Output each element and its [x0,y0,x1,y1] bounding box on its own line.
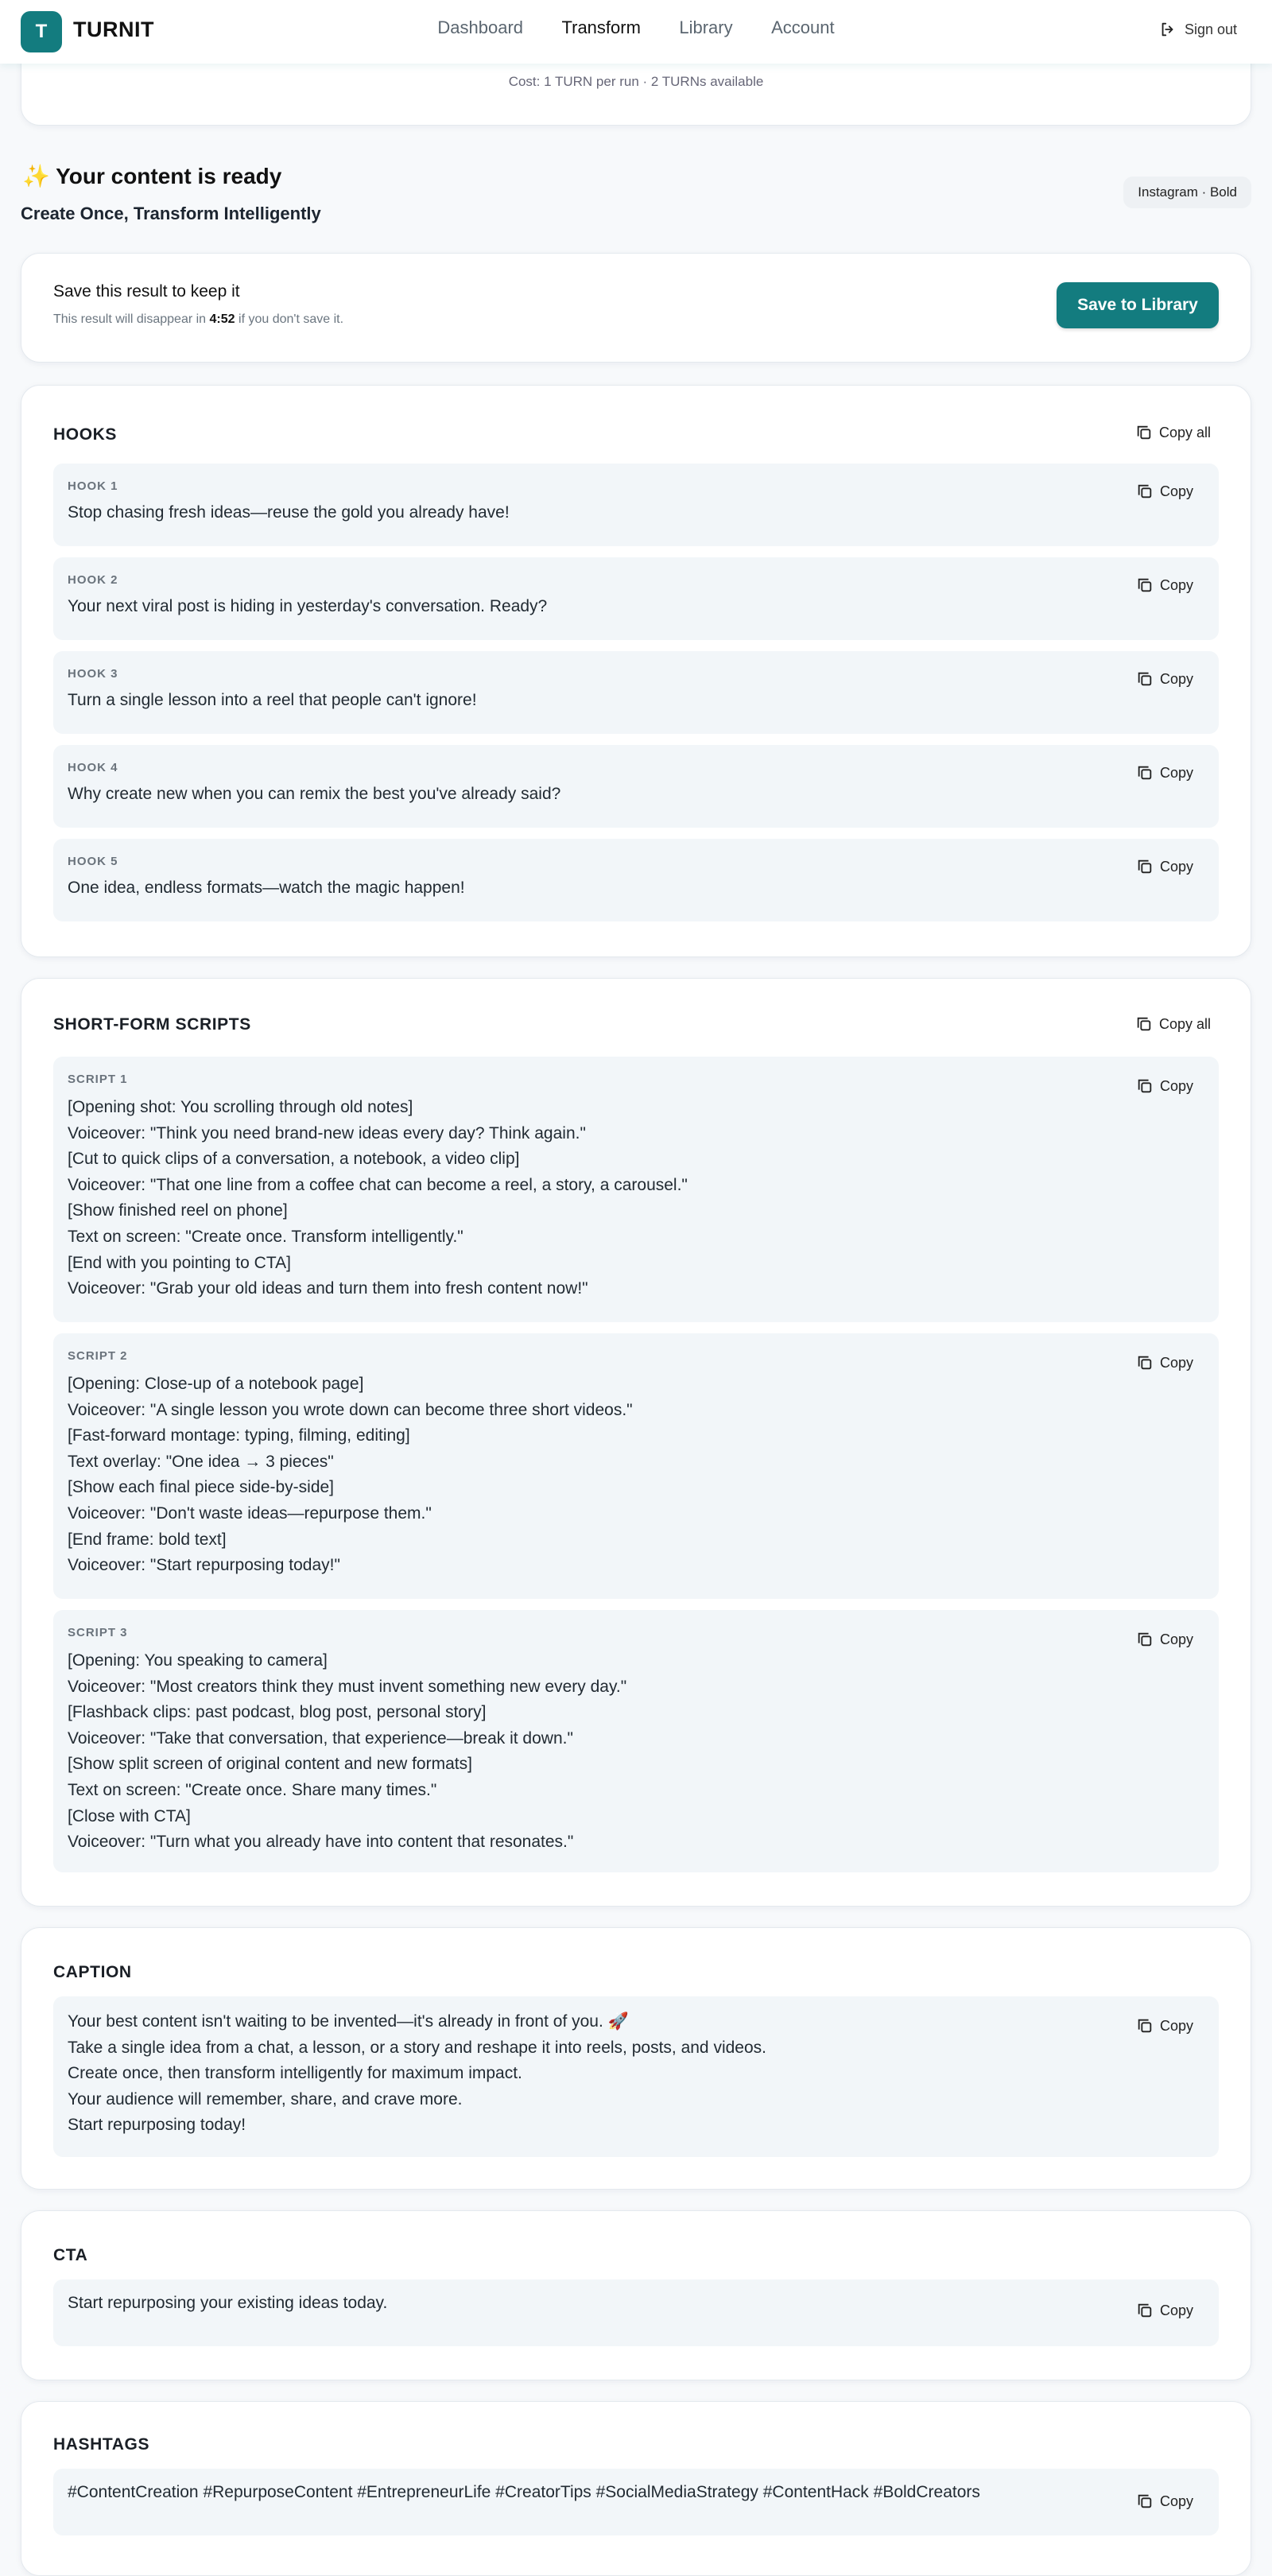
copy-icon [1136,1631,1154,1648]
hook-copy-button[interactable]: Copy [1136,858,1193,875]
copy-icon [1136,858,1154,875]
hooks-card [21,385,1251,957]
copy-icon [1136,483,1154,500]
hook-copy-button[interactable]: Copy [1136,670,1193,688]
hook-item [53,839,1219,921]
nav-transform[interactable]: Transform [561,17,641,37]
sign-out-icon [1159,21,1177,38]
cta-item [53,2279,1219,2346]
copy-icon [1136,576,1154,594]
save-to-library-button[interactable]: Save to Library [1057,282,1219,328]
hook-text: Stop chasing fresh ideas—reuse the gold you already have! [68,503,510,522]
hook-label: HOOK 5 [68,855,118,868]
save-note: This result will disappear in 4:52 if you don't save it. [53,312,344,326]
result-subtitle: Create Once, Transform Intelligently [21,204,321,223]
sign-out-label: Sign out [1184,21,1237,37]
script-item [53,1610,1219,1872]
hooks-title: HOOKS [53,425,118,444]
cta-copy-button[interactable]: Copy [1136,2302,1193,2319]
copy-icon [1136,764,1154,782]
copy-icon [1136,2017,1154,2035]
script-text: [Opening: You speaking to camera] Voiceover: "Most creators think they must invent something new every day." [Flashback clips: past podcast, blog post, personal story] Voiceover: "Take that conversation, that experience—break it down." [Show split screen of original content and new formats] Text on screen: "Create once. Share many times." [Close with CTA] Voiceover: "Turn what you already have into content that resonates." [68,1651,627,1852]
save-title: Save this result to keep it [53,282,240,301]
copy-icon [1136,2302,1154,2319]
countdown-timer: 4:52 [209,312,235,326]
cta-text: Start repurposing your existing ideas today. [68,2294,388,2312]
scripts-card [21,978,1251,1907]
cost-line: Cost: 1 TURN per run · 2 TURNs available [508,74,764,89]
hook-item [53,745,1219,828]
hook-copy-button[interactable]: Copy [1136,576,1193,594]
script-item [53,1057,1219,1322]
sign-out-button[interactable] [1159,21,1237,38]
hook-item [53,464,1219,546]
cta-card [21,2210,1251,2380]
hashtags-title: HASHTAGS [53,2435,150,2454]
hashtags-card [21,2401,1251,2576]
script-text: [Opening shot: You scrolling through old notes] Voiceover: "Think you need brand-new ideas every day? Think again." [Cut to quick clips of a conversation, a notebook, a video clip] Voiceover: "That one line from a coffee chat can become a reel, a story, a carousel." [Show finished reel on phone] Text on screen: "Create once. Transform intelligently." [End with you pointing to CTA] Voiceover: "Grab your old ideas and turn them into fresh content now!" [68,1098,688,1298]
save-card [21,253,1251,363]
hook-label: HOOK 3 [68,667,118,681]
logo-badge[interactable]: T [21,11,62,52]
nav-dashboard[interactable]: Dashboard [437,17,524,37]
script-text: [Opening: Close-up of a notebook page] Voiceover: "A single lesson you wrote down can become three short videos." [Fast-forward montage: typing, filming, editing] Text overlay: "One idea → 3 pieces" [Show each final piece side-by-side] Voiceover: "Don't waste ideas—repurpose them." [End frame: bold text] Voiceover: "Start repurposing today!" [68,1375,633,1575]
result-title: ✨ Your content is ready [22,164,282,188]
hook-text: Your next viral post is hiding in yesterday's conversation. Ready? [68,597,548,615]
caption-card [21,1927,1251,2190]
script-item [53,1333,1219,1599]
copy-icon [1135,1015,1153,1033]
hook-copy-button[interactable]: Copy [1136,483,1193,500]
nav-library[interactable]: Library [679,17,733,37]
hook-item [53,557,1219,640]
hashtags-text: #ContentCreation #RepurposeContent #EntrepreneurLife #CreatorTips #SocialMediaStrategy #ContentHack #BoldCreators [68,2483,980,2501]
cta-title: CTA [53,2246,88,2264]
nav-account[interactable]: Account [771,17,835,37]
caption-text: Your best content isn't waiting to be invented—it's already in front of you. 🚀 Take a single idea from a chat, a lesson, or a story and reshape it into reels, posts, and videos. Create once, then transform intelligently for maximum impact. Your audience will remember, share, and crave more. Start repurposing today! [68,2012,766,2135]
caption-item [53,1996,1219,2157]
copy-icon [1136,1077,1154,1095]
top-navbar [0,0,1272,64]
hook-text: One idea, endless formats—watch the magic happen! [68,879,465,897]
script-label: SCRIPT 3 [68,1626,128,1639]
hashtags-copy-button[interactable]: Copy [1136,2493,1193,2510]
platform-style-badge: Instagram · Bold [1123,177,1251,208]
script-copy-button[interactable]: Copy [1136,1077,1193,1095]
hook-copy-button[interactable]: Copy [1136,764,1193,782]
hashtags-item [53,2469,1219,2535]
scripts-copy-all-button[interactable]: Copy all [1135,1015,1211,1033]
hook-label: HOOK 4 [68,761,118,774]
script-label: SCRIPT 1 [68,1073,128,1086]
copy-icon [1136,2493,1154,2510]
hook-text: Why create new when you can remix the best you've already said? [68,785,561,803]
script-label: SCRIPT 2 [68,1349,128,1363]
scripts-title: SHORT-FORM SCRIPTS [53,1015,251,1034]
script-copy-button[interactable]: Copy [1136,1631,1193,1648]
hooks-copy-all-button[interactable]: Copy all [1135,424,1211,441]
caption-copy-button[interactable]: Copy [1136,2017,1193,2035]
copy-icon [1135,424,1153,441]
copy-icon [1136,670,1154,688]
caption-title: CAPTION [53,1963,132,1981]
copy-icon [1136,1354,1154,1371]
hook-label: HOOK 1 [68,479,118,493]
brand-name[interactable]: TURNIT [73,17,154,41]
main-nav [0,17,1272,38]
hook-text: Turn a single lesson into a reel that people can't ignore! [68,691,477,709]
hook-item [53,651,1219,734]
script-copy-button[interactable]: Copy [1136,1354,1193,1371]
hook-label: HOOK 2 [68,573,118,587]
